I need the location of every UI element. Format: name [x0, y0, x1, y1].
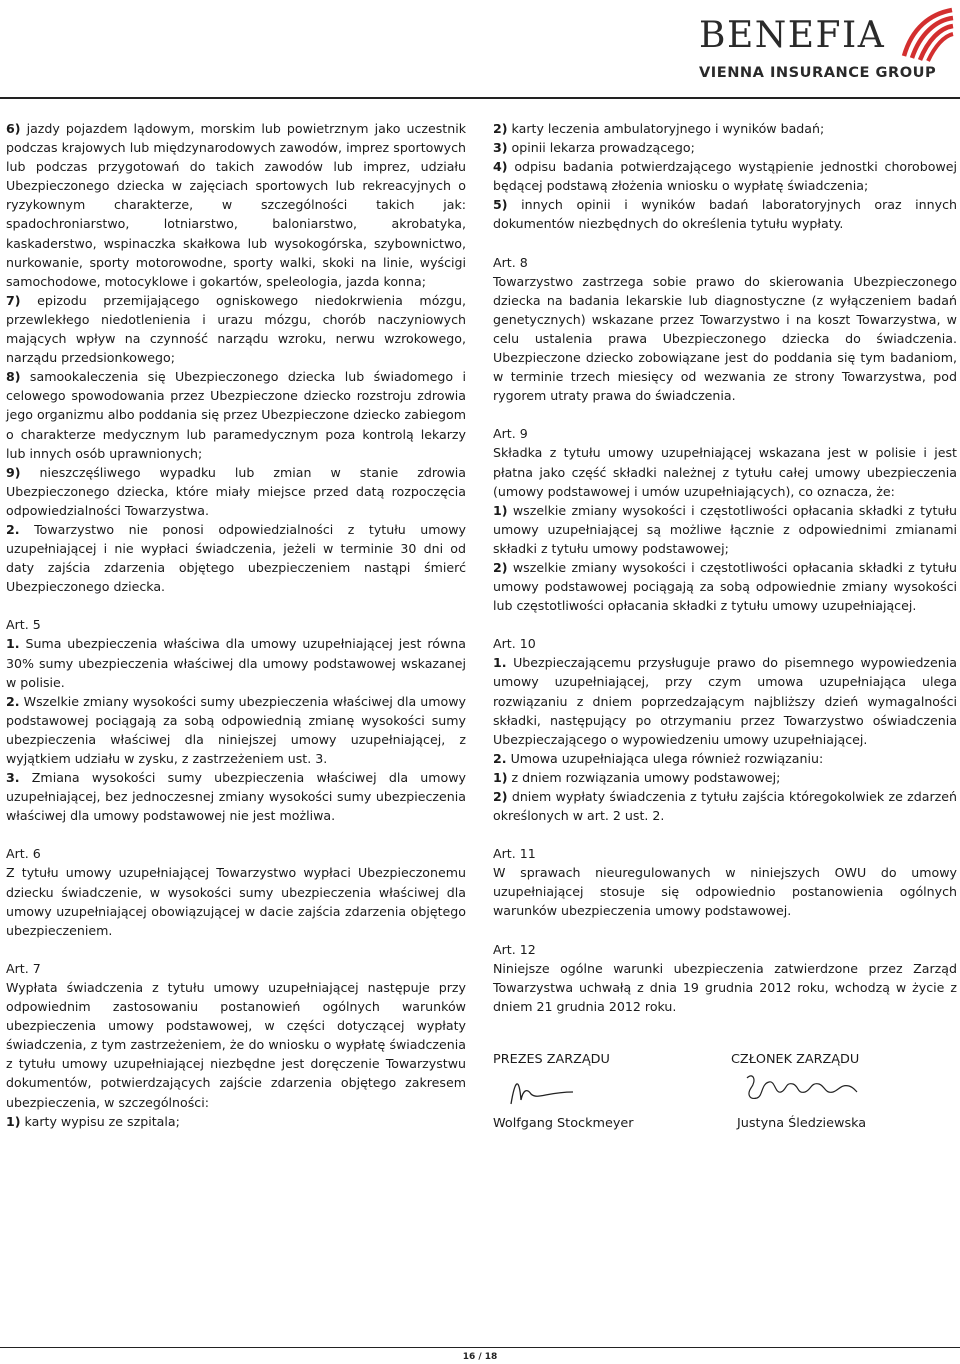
article-9-item-1: 1) wszelkie zmiany wysokości i częstotliwości opłacania składki z tytułu umowy uzupełniającej są możliwe łącznie z odpowiednimi zmianami składki z tytułu umowy podstawowej;	[493, 502, 957, 556]
article-10-title: Art. 10	[493, 636, 536, 652]
article-11-title: Art. 11	[493, 846, 536, 862]
article-9-title: Art. 9	[493, 426, 528, 442]
article-7-title: Art. 7	[6, 960, 41, 976]
right-column	[493, 119, 957, 1016]
paragraph-2: 2. Towarzystwo nie ponosi odpowiedzialności z tytułu umowy uzupełniającej i nie wypłaci świadczenia, jeżeli w terminie 30 dni od daty zajścia zdarzenia objętego ubezpieczeniem nastąpi śmierć Ubezpieczonego dziecka.	[6, 521, 466, 595]
article-8-title: Art. 8	[493, 254, 528, 270]
article-5-paragraph-3: 3. Zmiana wysokości sumy ubezpieczenia właściwej dla umowy uzupełniającej, bez jednoczesnej zmiany wysokości sumy ubezpieczenia właściwej dla umowy podstawowej nie jest możliwa.	[6, 770, 466, 824]
article-9-item-2: 2) wszelkie zmiany wysokości i częstotliwości opłacania składki z tytułu umowy podstawowej pociągają za sobą odpowiednie zmiany wysokości lub częstotliwości opłacania składki z tytułu umowy uzupełniającej.	[493, 559, 957, 614]
brand-name: BENEFIA	[699, 15, 886, 56]
brand-logo	[699, 6, 954, 86]
article-9-text: Składka z tytułu umowy uzupełniającej wskazana jest w polisie i jest płatna jako część składki należnej z tytułu całej umowy ubezpieczenia (umowy podstawowej i umów uzupełniających), co oznacza, że:	[493, 445, 957, 499]
article-7-text: Wypłata świadczenia z tytułu umowy uzupełniającej następuje przy odpowiednim zastosowaniu postanowień ogólnych warunków ubezpieczenia umowy podstawowej, w części dotyczącej wypłaty świadczenia, z tym zastrzeżeniem, że do wniosku o wypłatę świadczenia z tytułu umowy uzupełniającej niezbędne jest doręczenie Towarzystwu dokumentów, potwierdzających zajście zdarzenia objętego zakresem ubezpieczenia, w szczególności:	[6, 979, 466, 1110]
article-12-text: Niniejsze ogólne warunki ubezpieczenia zatwierdzone przez Zarząd Towarzystwa uchwałą z dnia 19 grudnia 2012 roku, wchodzą w życie z dniem 21 grudnia 2012 roku.	[493, 960, 957, 1014]
document-item-2: 2) karty leczenia ambulatoryjnego i wyników badań;	[493, 121, 825, 136]
article-5-paragraph-1: 1. Suma ubezpieczenia właściwa dla umowy uzupełniającej jest równa 30% sumy ubezpieczenia właściwej dla umowy podstawowej wskazanej w polisie.	[6, 636, 466, 690]
brand-subtitle: VIENNA INSURANCE GROUP	[699, 64, 937, 81]
benefia-swoosh-icon	[898, 6, 954, 62]
article-8-text: Towarzystwo zastrzega sobie prawo do skierowania Ubezpieczonego dziecka na badania lekarskie lub diagnostyczne (z wyłączeniem badań genetycznych) wskazane przez Towarzystwo i na koszt Towarzystwa, w celu ustalenia prawa Ubezpieczonego dziecka do świadczenia. Ubezpieczone dziecko zobowiązane jest do poddania się tym badaniom, w terminie trzech miesięcy od wezwania ze strony Towarzystwa, pod rygorem utraty prawa do świadczenia.	[493, 273, 957, 404]
left-column	[6, 119, 466, 1131]
signature-board-member	[731, 1050, 867, 1131]
article-6-text: Z tytułu umowy uzupełniającej Towarzystwo wypłaci Ubezpieczonemu dziecku świadczenie, w wysokości sumy ubezpieczenia właściwej dla umowy uzupełniającej obowiązującej w dacie zajścia zdarzenia objętego ubezpieczeniem.	[6, 865, 466, 938]
article-10-paragraph-1: 1. Ubezpieczającemu przysługuje prawo do pisemnego wypowiedzenia umowy uzupełniającej, przy czym umowa uzupełniająca ulega rozwiązaniu z dniem poprzedzającym najbliższy dzień wymagalności składki, następujący po otrzymaniu przez Towarzystwo oświadczenia Ubezpieczającego o wypowiedzeniu umowy uzupełniającej.	[493, 655, 957, 747]
document-item-5: 5) innych opinii i wyników badań laboratoryjnych oraz innych dokumentów niezbędnych do określenia tytułu wypłaty.	[493, 197, 957, 232]
signature-name-president: Wolfgang Stockmeyer	[493, 1116, 634, 1131]
exclusion-item-7: 7) epizodu przemijającego ogniskowego niedokrwienia mózgu, przewlekłego niedotlenienia i urazu mózgu, chorób naczyniowych mających wpływ na czynność narządu wzroku, nerwu wzrokowego, narządu przedsionkowego;	[6, 292, 466, 366]
signature-name-board-member: Justyna Śledziewska	[737, 1116, 867, 1131]
exclusion-item-9: 9) nieszczęśliwego wypadku lub zmian w stanie zdrowia Ubezpieczonego dziecka, które miały miejsce przed datą rozpoczęcia odpowiedzialności Towarzystwa.	[6, 464, 466, 518]
signature-block	[493, 1050, 957, 1140]
article-5-title: Art. 5	[6, 617, 41, 633]
footer-divider	[0, 1347, 960, 1348]
page-number: 16 / 18	[462, 1352, 498, 1362]
exclusion-item-6: 6) jazdy pojazdem lądowym, morskim lub powietrznym jako uczestnik podczas krajowych lub międzynarodowych zawodów, imprez sportowych lub podczas przygotowań do takich zawodów lub imprez, udziału Ubezpieczonego dziecka w zajęciach sportowych lub rekreacyjnych o ryzykownym charakterze, w szczególności takich jak: spadochroniarstwo, lotniarstwo, baloniarstwo, akrobatyka, kaskaderstwo, wspinaczka skałkowa lub wysokogórska, szybownictwo, nurkowanie, sporty motorowodne, sporty walki, skoki na linie, wyścigi samochodowe, motocyklowe i gokartów, speleologia, jazda konna;	[6, 121, 466, 289]
article-6-title: Art. 6	[6, 846, 41, 862]
signature-role-president: PREZES ZARZĄDU	[493, 1052, 610, 1067]
handwritten-signature-icon	[741, 1070, 861, 1106]
article-10-paragraph-2: 2. Umowa uzupełniająca ulega również rozwiązaniu:	[493, 750, 824, 766]
article-7-item-1: 1) karty wypisu ze szpitala;	[6, 1113, 180, 1129]
exclusion-item-8: 8) samookaleczenia się Ubezpieczonego dziecka lub świadomego i celowego spowodowania przez Ubezpieczone dziecko rozstroju zdrowia jego organizmu albo poddania się przez Ubezpieczone dziecko zabiegom o charakterze medycznym lub paramedycznym poza kontrolą lekarzy lub innych osób uprawnionych;	[6, 369, 466, 461]
article-10-item-1: 1) z dniem rozwiązania umowy podstawowej;	[493, 769, 781, 785]
article-10-item-2: 2) dniem wypłaty świadczenia z tytułu zajścia któregokolwiek ze zdarzeń określonych w art. 2 ust. 2.	[493, 789, 957, 824]
article-5-paragraph-2: 2. Wszelkie zmiany wysokości sumy ubezpieczenia właściwej dla umowy podstawowej pociągają za sobą odpowiednią zmianę wysokości sumy ubezpieczenia właściwej dla niniejszej umowy uzupełniającej, z wyjątkiem udziału w zysku, z zastrzeżeniem ust. 3.	[6, 693, 466, 766]
article-11-text: W sprawach nieuregulowanych w niniejszych OWU do umowy uzupełniającej stosuje się odpowiednio postanowienia ogólnych warunków ubezpieczenia umowy podstawowej.	[493, 865, 957, 919]
header-divider	[0, 97, 960, 99]
article-12-title: Art. 12	[493, 941, 536, 957]
signature-president	[493, 1050, 634, 1131]
document-item-4: 4) odpisu badania potwierdzającego wystąpienie jednostki chorobowej będącej podstawą złożenia wniosku o wypłatę świadczenia;	[493, 159, 957, 194]
signature-role-board-member: CZŁONEK ZARZĄDU	[731, 1052, 860, 1067]
document-item-3: 3) opinii lekarza prowadzącego;	[493, 140, 695, 156]
handwritten-signature-icon	[507, 1070, 577, 1110]
